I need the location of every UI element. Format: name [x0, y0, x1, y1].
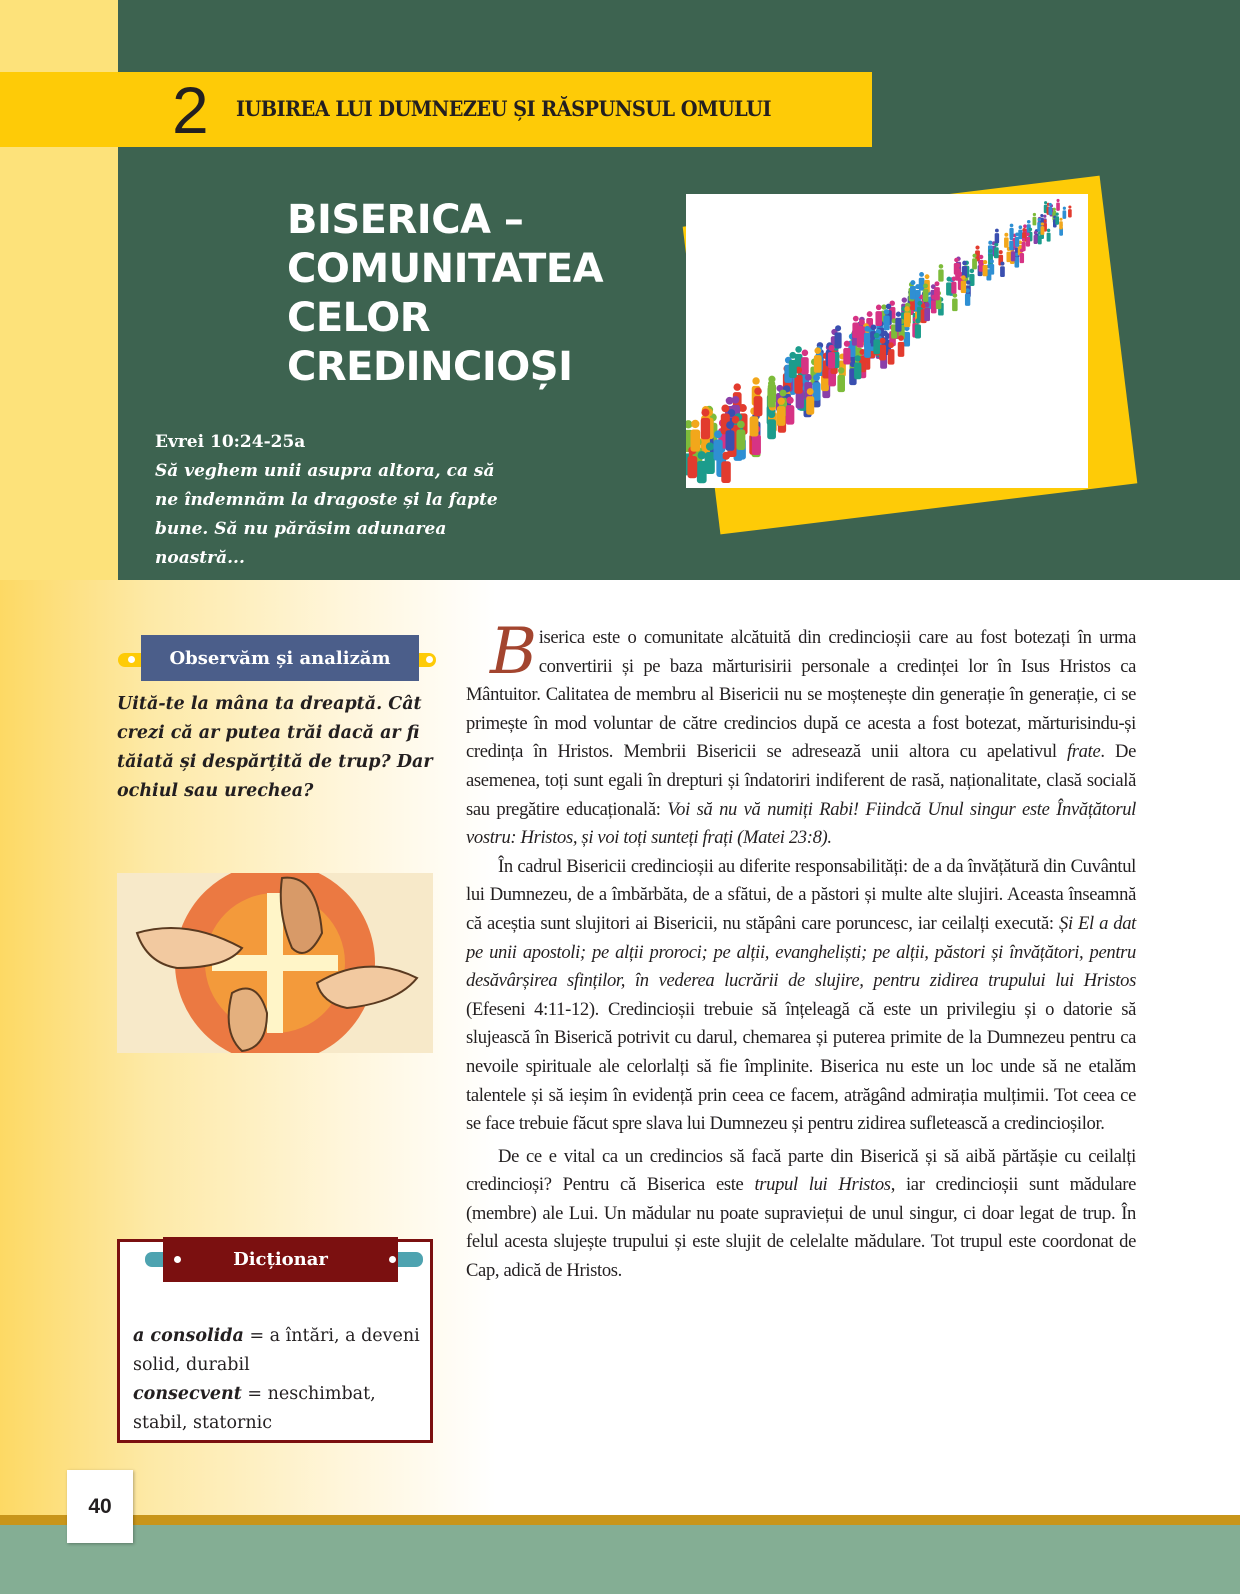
- bullet-dot-icon: [389, 1256, 396, 1263]
- person-figure: [726, 421, 735, 450]
- text-run: iserica este o comunitate alcătuită din credincioșii care au fost botezați în urma convertirii și pe baza mărturisirii personale a credinței lor în Isus Hristos ca Mântuitor. Calitatea de membru al Bisericii nu se moștenește din generație în generație, ci se primește în mod voluntar de către credincios după ce acesta a fost botezat, mărturisindu-și credința în Hristos. Membrii Bisericii se adresează unii altora cu apelativul: [466, 627, 1136, 763]
- footer-band: [0, 1525, 1240, 1594]
- person-figure: [990, 259, 995, 274]
- person-figure: [1068, 205, 1072, 217]
- person-figure: [1056, 199, 1060, 211]
- dictionary-entry: [133, 1322, 423, 1380]
- dictionary-label-text: Dicționar: [233, 1249, 328, 1270]
- dictionary-label: [163, 1237, 398, 1282]
- person-figure: [804, 374, 812, 400]
- crowd-illustration: [686, 194, 1088, 488]
- person-figure: [828, 345, 835, 369]
- person-figure: [768, 376, 776, 404]
- person-figure: [721, 404, 730, 434]
- dictionary-definition: = neschimbat, stabil, statornic: [133, 1384, 376, 1433]
- person-figure: [705, 442, 715, 474]
- person-figure: [1027, 220, 1031, 234]
- person-figure: [951, 277, 956, 294]
- person-figure: [883, 309, 889, 330]
- person-figure: [767, 411, 776, 440]
- text-run-italic: Voi să nu vă numiți Rabi! Fiindcă Unul singur este Învățătorul vostru: Hristos, și voi toți sunteți frați (Matei 23:8).: [466, 798, 1136, 849]
- bullet-dot-icon: [426, 656, 433, 663]
- dictionary-definition: = a întări, a deveni solid, durabil: [133, 1326, 420, 1375]
- text-run: În cadrul Bisericii credincioșii au diferite responsabilități: de a da învățătură din Cuvântul lui Dumnezeu, de a îmbărbăta, de a sfătui, de a păstori și multe alte slujiri. Aceasta înseamnă că aceștia sunt slujitori ai Bisericii, nu stăpâni care poruncesc, iar ceilalți execută:: [466, 855, 1136, 934]
- person-figure: [1009, 224, 1013, 238]
- bullet-dot-icon: [174, 1256, 181, 1263]
- footer-rule: [0, 1515, 1240, 1525]
- text-run: (Efeseni 4:11-12). Credincioșii trebuie să înțeleagă că este un privilegiu și o datorie să slujească în Biserică potrivit cu darul, chemarea și puterea primite de la Dumnezeu pentru ca nevoile spirituale ale celorlalți să fie împlinite. Biserica nu este un loc unde să ne etalăm talentele și să ieșim în evidență prin ceea ce facem, atrăgând admirația mulțimii. Tot ceea ce se face trebuie făcut spre slava lui Dumnezeu și pentru zidirea sufletească a credincioșilor.: [466, 998, 1136, 1135]
- person-figure: [713, 430, 722, 460]
- person-figure: [1047, 229, 1051, 242]
- crowd-people-illustration: [686, 194, 1088, 488]
- dictionary-term: consecvent: [133, 1384, 242, 1404]
- paragraph: [466, 853, 1136, 1139]
- paragraph: [466, 615, 1136, 853]
- paragraph: [466, 1143, 1136, 1286]
- person-figure: [1041, 222, 1045, 235]
- chapter-number: 2: [172, 73, 209, 147]
- person-figure: [898, 335, 905, 357]
- person-figure: [857, 325, 864, 347]
- text-run-italic: frate: [1066, 741, 1101, 763]
- person-figure: [1009, 236, 1013, 250]
- person-figure: [806, 388, 814, 415]
- person-figure: [888, 342, 895, 364]
- person-figure: [934, 281, 940, 300]
- observe-question: Uită-te la mâna ta dreaptă. Cât crezi că ar putea trăi dacă ar fi tăiată și despărțită de trup? Dar ochiul sau urechea?: [117, 694, 433, 801]
- person-figure: [701, 409, 710, 440]
- person-figure: [1015, 232, 1019, 246]
- person-figure: [1033, 213, 1037, 226]
- person-figure: [1059, 218, 1063, 230]
- person-figure: [1048, 203, 1052, 215]
- person-figure: [1000, 262, 1005, 277]
- person-figure: [736, 421, 745, 450]
- person-figure: [1018, 225, 1022, 239]
- text-run-italic: Și El a dat pe unii apostoli; pe alții proroci; pe alții, evangheliști; pe alții, păstori și învățători, pentru desăvârșirea sfinților, în vederea lucrării de slujire, pentru zidirea trupului lui Hristos: [466, 912, 1136, 992]
- lesson-title-line: BISERICA –: [287, 197, 524, 243]
- lesson-title-line: CREDINCIOȘI: [287, 344, 573, 390]
- person-figure: [961, 275, 966, 293]
- person-figure: [873, 333, 880, 355]
- text-run: , iar credincioșii sunt mădulare (membre) ale Lui. Un mădular nu poate supraviețui de unul singur, ci doar legat de trup. În felul acesta slujește trupului și este slujit de celelalte mădulare. Tot trupul este coordonat de Cap, adică de Hristos.: [466, 1174, 1137, 1282]
- dictionary-term: a consolida: [133, 1326, 244, 1346]
- person-figure: [994, 242, 999, 258]
- verse-reference: Evrei 10:24-25a: [155, 432, 306, 452]
- person-figure: [1022, 238, 1026, 251]
- observe-label-text: Observăm și analizăm: [169, 647, 391, 669]
- person-figure: [895, 312, 901, 332]
- person-figure: [952, 293, 958, 311]
- person-figure: [789, 352, 797, 378]
- chapter-title: IUBIREA LUI DUMNEZEU ȘI RĂSPUNSUL OMULUI: [236, 96, 771, 121]
- person-figure: [812, 374, 820, 401]
- person-figure: [1063, 207, 1067, 219]
- person-figure: [910, 280, 916, 299]
- person-figure: [854, 355, 861, 379]
- person-figure: [801, 350, 809, 375]
- person-figure: [879, 338, 886, 361]
- person-figure: [864, 336, 871, 358]
- person-figure: [843, 341, 850, 365]
- person-figure: [915, 318, 921, 338]
- person-figure: [875, 305, 882, 326]
- text-run-italic: trupul lui Hristos: [754, 1174, 891, 1196]
- person-figure: [697, 451, 707, 483]
- person-figure: [814, 347, 822, 372]
- person-figure: [1034, 231, 1038, 244]
- person-figure: [919, 272, 925, 291]
- person-figure: [721, 452, 731, 483]
- person-figure: [904, 306, 910, 327]
- drop-cap: B: [490, 615, 537, 689]
- person-figure: [1004, 233, 1009, 248]
- person-figure: [923, 283, 929, 301]
- text-run: De ce e vital ca un credincios să facă parte din Biserică și să aibă părtășie cu ceilalți credincioși? Pentru că Biserica este: [466, 1145, 1136, 1196]
- dictionary-entry: [133, 1380, 423, 1438]
- hands-illustration: [117, 873, 433, 1053]
- key-verse: [155, 428, 515, 573]
- main-text: [466, 615, 1137, 1286]
- dictionary-entries: [133, 1322, 423, 1438]
- verse-text: Să veghem unii asupra altora, ca să ne îndemnăm la dragoste și la fapte bune. Să nu părăsim adunarea noastră...: [155, 461, 498, 568]
- bullet-dot-icon: [128, 656, 135, 663]
- person-figure: [946, 277, 952, 296]
- page-number: 40: [67, 1470, 133, 1543]
- person-figure: [972, 254, 977, 270]
- person-figure: [837, 367, 845, 392]
- person-figure: [938, 264, 943, 282]
- lesson-title-line: CELOR: [287, 295, 431, 341]
- person-figure: [777, 398, 786, 426]
- person-figure: [754, 387, 763, 416]
- person-figure: [983, 260, 988, 276]
- person-figure: [786, 397, 795, 425]
- lesson-title-line: COMUNITATEA: [287, 246, 604, 292]
- person-figure: [690, 420, 700, 452]
- person-figure: [835, 325, 842, 348]
- person-figure: [1055, 213, 1059, 225]
- observe-label: [141, 635, 419, 681]
- person-figure: [924, 302, 930, 321]
- text-run: . De asemenea, toți sunt egali în drepturi și îndatoriri indiferent de rasă, naționalitate, clasă socială sau pregătire educațională:: [466, 741, 1136, 820]
- lesson-title: [287, 196, 603, 392]
- person-figure: [995, 229, 999, 244]
